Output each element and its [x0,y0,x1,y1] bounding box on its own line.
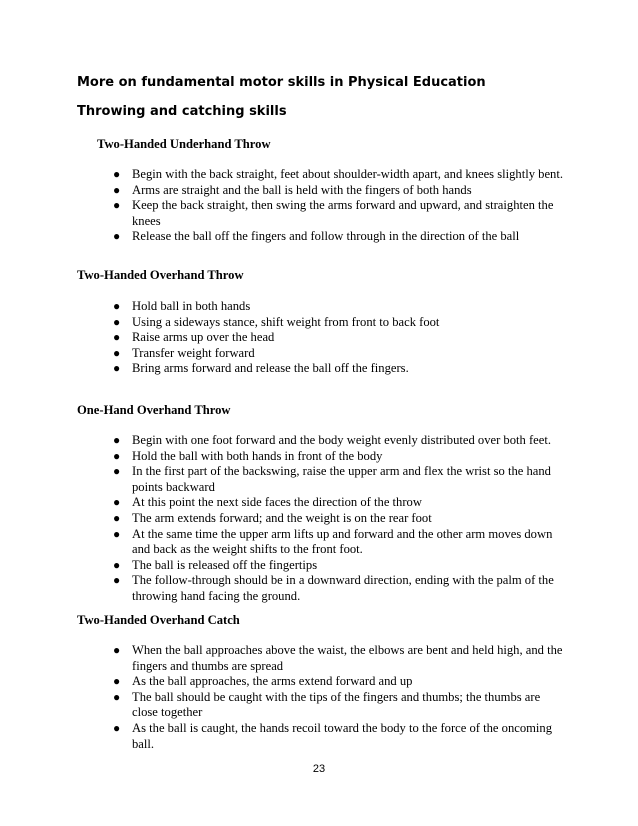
section-title-overhand-throw: Two-Handed Overhand Throw [77,268,244,282]
bullet-icon: ● [113,674,121,689]
bullet-icon: ● [113,495,121,510]
page-number: 23 [312,763,326,775]
bullet-icon: ● [113,182,121,197]
section-title-overhand-catch: Two-Handed Overhand Catch [77,613,240,627]
list-item: ● At this point the next side faces the direction of the throw [113,495,422,510]
list-item: ● As the ball approaches, the arms extend forward and up [113,674,413,689]
bullet-icon: ● [113,330,121,345]
list-item: ● The ball should be caught with the tips of the fingers and thumbs; the thumbs are close together [113,689,541,720]
list-item: ● Release the ball off the fingers and follow through in the direction of the ball [113,229,520,244]
list-item: ● Transfer weight forward [113,345,255,360]
bullet-icon: ● [113,689,121,704]
list-item: ● Bring arms forward and release the ball off the fingers. [113,361,409,376]
list-item: ● Arms are straight and the ball is held with the fingers of both hands [113,182,472,197]
bullet-icon: ● [113,526,121,541]
list-item: ● Using a sideways stance, shift weight from front to back foot [113,314,440,329]
bullet-icon: ● [113,720,121,735]
section-title-underhand-throw: Two-Handed Underhand Throw [97,137,271,151]
list-item: ● Begin with one foot forward and the body weight evenly distributed over both feet. [113,433,551,447]
list-underhand-throw [0,167,638,245]
bullet-icon: ● [113,510,121,525]
list-item: ● When the ball approaches above the waist, the elbows are bent and held high, and the fingers and thumbs are spread [113,643,563,673]
bullet-icon: ● [113,448,121,463]
list-item: ● Keep the back straight, then swing the arms forward and upward, and straighten the knees [113,198,554,228]
list-one-hand-throw [0,433,638,605]
list-item: ● Hold ball in both hands [113,299,251,313]
bullet-icon: ● [113,557,121,572]
bullet-icon: ● [113,573,121,588]
bullet-icon: ● [113,299,121,313]
list-item: ● At the same time the upper arm lifts up and forward and the other arm moves down and back as the weight shifts to the front foot. [113,526,553,557]
list-overhand-throw [0,299,638,377]
list-overhand-catch [0,643,638,752]
list-item: ● In the first part of the backswing, raise the upper arm and flex the wrist so the hand points backward [113,464,551,494]
section-title-one-hand-throw: One-Hand Overhand Throw [77,403,231,417]
bullet-icon: ● [113,464,121,479]
bullet-icon: ● [113,167,121,181]
list-item: ● The follow-through should be in a downward direction, ending with the palm of the throwing hand facing the ground. [113,573,554,603]
bullet-icon: ● [113,433,121,447]
sub-heading: Throwing and catching skills [77,104,287,119]
main-heading: More on fundamental motor skills in Physical Education [77,75,486,90]
bullet-icon: ● [113,198,121,213]
list-item: ● Raise arms up over the head [113,330,275,345]
bullet-icon: ● [113,361,121,376]
bullet-icon: ● [113,314,121,329]
list-item: ● Hold the ball with both hands in front of the body [113,448,383,463]
bullet-icon: ● [113,643,121,657]
bullet-icon: ● [113,229,121,244]
list-item: ● The arm extends forward; and the weight is on the rear foot [113,510,432,525]
bullet-icon: ● [113,345,121,360]
list-item: ● Begin with the back straight, feet about shoulder-width apart, and knees slightly bent. [113,167,563,181]
list-item: ● The ball is released off the fingertips [113,557,318,572]
list-item: ● As the ball is caught, the hands recoil toward the body to the force of the oncoming ball. [113,720,553,751]
